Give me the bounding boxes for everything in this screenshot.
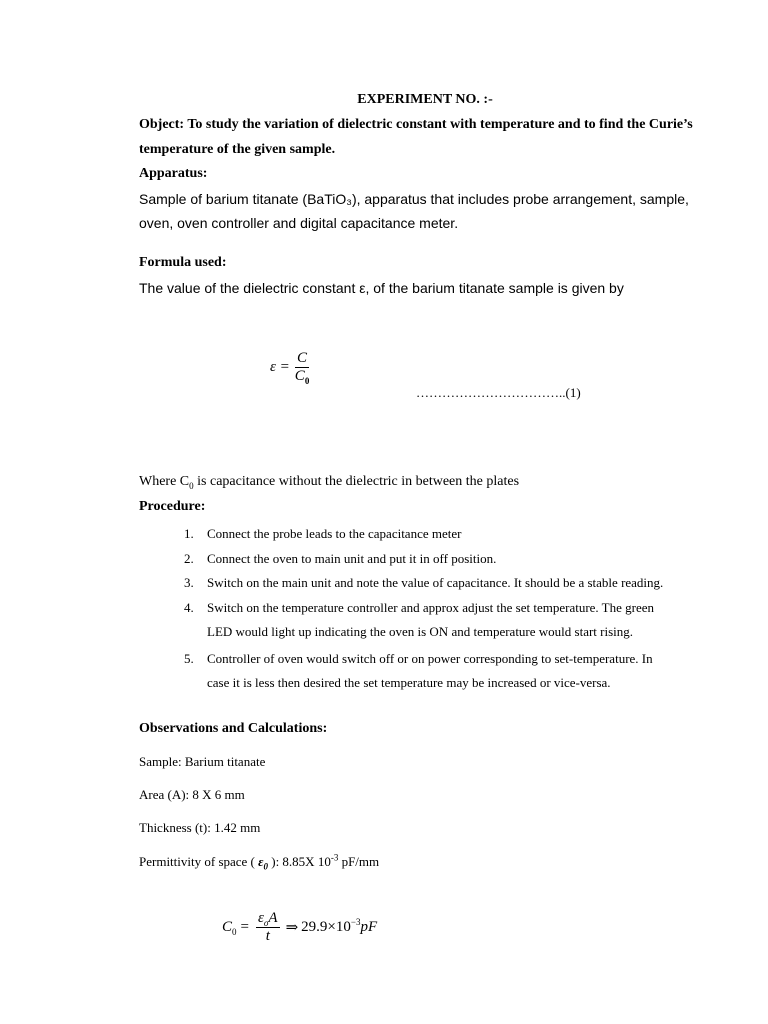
object-line-2: temperature of the given sample. (139, 142, 336, 157)
epsilon-symbol: $\varepsilon_0$ (258, 854, 268, 872)
procedure-step: 5. Controller of oven would switch off or on power corresponding to set-temperature. In case it is less then desired the set temperature may be increased or vice-versa. (184, 650, 653, 690)
object-line-1: Object: To study the variation of dielectric constant with temperature and to find the Curie’s (139, 117, 693, 132)
c0-equals: = (240, 919, 249, 935)
procedure-step: 4. Switch on the temperature controller and approx adjust the set temperature. The green LED would light up indicating the oven is ON and temperature would start rising. (184, 599, 655, 639)
equation-denominator: $C_0$ (294, 368, 310, 386)
equation-lhs: ε = (270, 359, 290, 375)
equation-reference: ……………………………..(1) (416, 385, 581, 400)
area-line: Area (A): 8 X 6 mm (139, 787, 245, 802)
apparatus-line-2: oven, oven controller and digital capacitance meter. (139, 215, 459, 231)
procedure-step: 2. Connect the oven to main unit and put it in off position. (184, 550, 497, 566)
c0-denominator: t (265, 928, 270, 944)
c0-numerator: $\varepsilon_oA$ (257, 910, 278, 928)
implies-arrow-icon: ⇒ (285, 920, 299, 936)
observations-heading: Observations and Calculations: (139, 721, 328, 736)
procedure-step: 3. Switch on the main unit and note the value of capacitance. It should be a stable reading. (184, 575, 664, 590)
c0-lhs: $C_0$ (222, 919, 237, 937)
c0-equation (222, 910, 377, 945)
apparatus-line-1: Sample of barium titanate (BaTiO₃), apparatus that includes probe arrangement, sample, (139, 191, 689, 207)
equation-numerator: C (297, 350, 308, 366)
apparatus-heading: Apparatus: (139, 166, 208, 181)
where-line: Where $C_0$ is capacitance without the dielectric in between the plates (139, 474, 520, 491)
procedure-list (168, 522, 713, 696)
formula-intro-text: The value of the dielectric constant ε, of the barium titanate sample is given by (139, 280, 624, 296)
sample-line: Sample: Barium titanate (139, 754, 266, 769)
c0-value: $29.9\times 10^{-3}pF$ (301, 917, 378, 935)
procedure-heading: Procedure: (139, 499, 206, 514)
formula-heading: Formula used: (139, 255, 227, 270)
thickness-line: Thickness (t): 1.42 mm (139, 820, 261, 835)
procedure-step: 1. Connect the probe leads to the capacitance meter (184, 526, 462, 541)
dielectric-constant-equation (270, 350, 314, 385)
experiment-title: EXPERIMENT NO. :- (357, 92, 493, 107)
permittivity-line: Permittivity of space ( $\varepsilon_0$ ): 8.85X $10^{-3}$ pF/mm (139, 852, 380, 872)
